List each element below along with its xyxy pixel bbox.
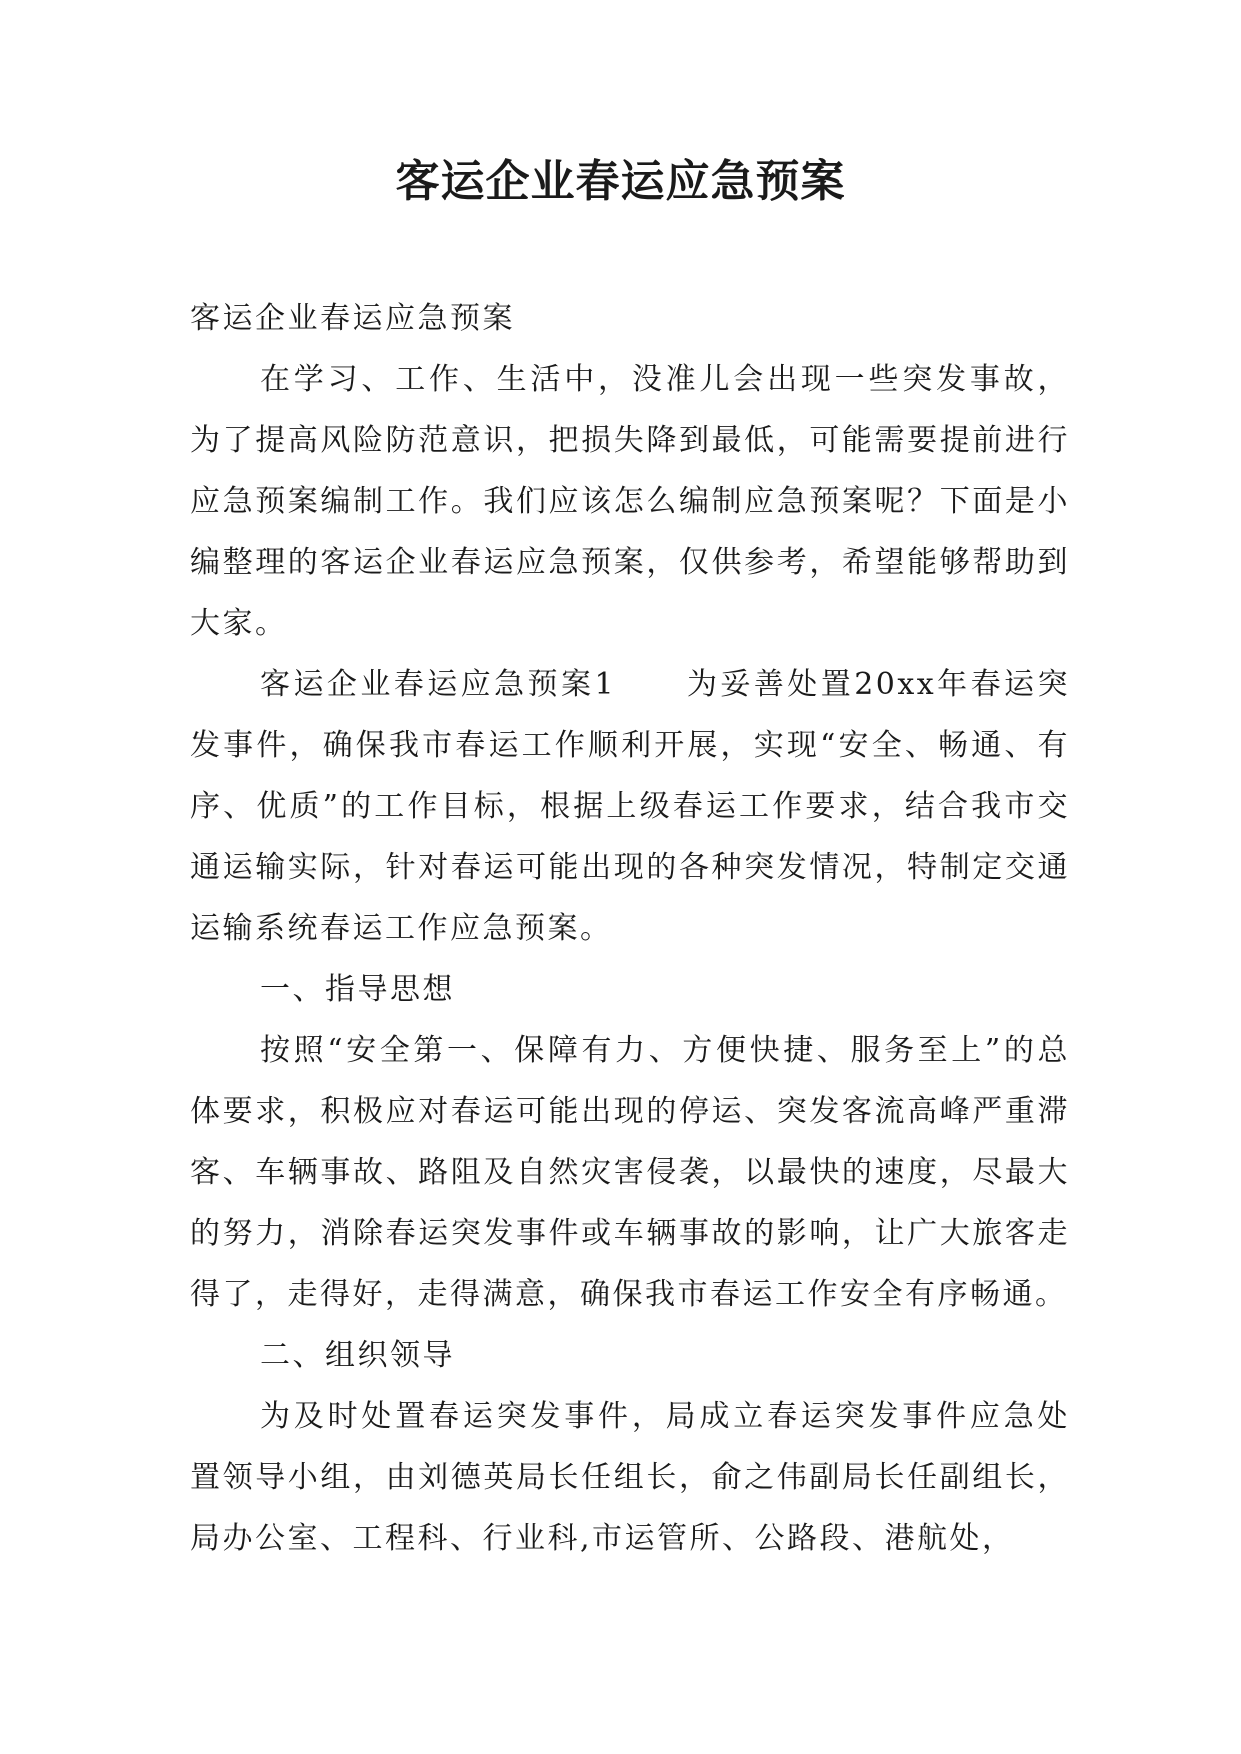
section-heading-2: 二、组织领导 [260,1338,455,1373]
plan-paragraph [190,654,1070,959]
organization-paragraph: 为及时处置春运突发事件，局成立春运突发事件应急处置领导小组，由刘德英局长任组长，俞之伟副局长任副组长，局办公室、工程科、行业科,市运管所、公路段、港航处， [190,1399,1070,1556]
subtitle-paragraph: 客运企业春运应急预案 [190,301,515,336]
plan-body: 为妥善处置20xx年春运突发事件，确保我市春运工作顺利开展，实现“安全、畅通、有序、优质”的工作目标，根据上级春运工作要求，结合我市交通运输实际，针对春运可能出现的各种突发情况，特制定交通运输系统春运工作应急预案。 [190,667,1071,946]
guiding-paragraph: 按照“安全第一、保障有力、方便快捷、服务至上”的总体要求，积极应对春运可能出现的停运、突发客流高峰严重滞客、车辆事故、路阻及自然灾害侵袭，以最快的速度，尽最大的努力，消除春运突发事件或车辆事故的影响，让广大旅客走得了，走得好，走得满意，确保我市春运工作安全有序畅通。 [190,1033,1070,1312]
plan-heading: 客运企业春运应急预案1 [260,667,617,702]
intro-paragraph: 在学习、工作、生活中，没准儿会出现一些突发事故，为了提高风险防范意识，把损失降到最低，可能需要提前进行应急预案编制工作。我们应该怎么编制应急预案呢？下面是小编整理的客运企业春运应急预案，仅供参考，希望能够帮助到大家。 [190,362,1070,641]
section-heading-1: 一、指导思想 [260,972,455,1007]
document-body [190,288,1070,1569]
document-title: 客运企业春运应急预案 [395,156,846,207]
